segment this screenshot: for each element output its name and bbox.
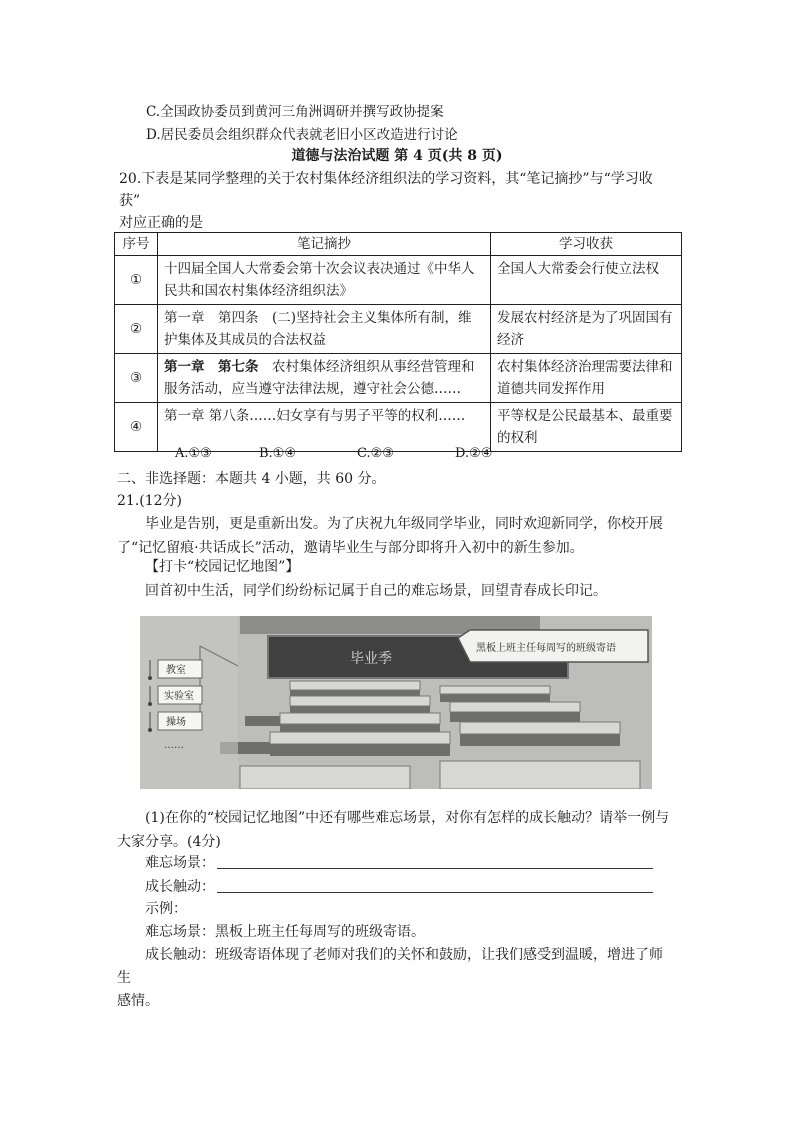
answer-line-touch[interactable] (217, 892, 653, 893)
row-note: 十四届全国人大常委会第十次会议表决通过《中华人民共和国农村集体经济组织法》 (158, 256, 491, 305)
flag-more: …… (164, 740, 184, 751)
table-row (115, 305, 682, 354)
callout-text: 黑板上班主任每周写的班级寄语 (476, 643, 616, 654)
q20-stem-line2: 获” (119, 193, 141, 209)
example-touch-line3: 感情。 (117, 993, 159, 1009)
header-gain: 学习收获 (491, 233, 682, 256)
header-note: 笔记摘抄 (158, 233, 491, 256)
flag-label: 实验室 (164, 691, 194, 702)
field-scene-label: 难忘场景： (145, 855, 215, 871)
table-header-row (115, 233, 682, 256)
section-2-title: 二、非选择题：本题共 4 小题，共 60 分。 (117, 471, 386, 487)
field-touch-label: 成长触动： (145, 879, 215, 895)
row-num: ① (115, 256, 158, 305)
q21-sub1: (1)在你的“校园记忆地图”中还有哪些难忘场景，对你有怎样的成长触动？请举一例与大家分享。(4分) (117, 810, 670, 850)
choice-c: C.②③ (357, 446, 394, 461)
q20-stem-line3: 对应正确的是 (119, 215, 203, 231)
row-gain: 农村集体经济治理需要法律和道德共同发挥作用 (491, 354, 682, 403)
choice-a: A.①③ (175, 446, 212, 461)
option-d: D.居民委员会组织群众代表就老旧小区改造进行讨论 (146, 127, 458, 143)
classroom-illustration (140, 616, 652, 789)
row-gain: 平等权是公民最基本、最重要的权利 (491, 403, 682, 452)
choice-d: D.②④ (455, 446, 493, 461)
example-touch-line2: 生 (117, 970, 131, 986)
row-num: ④ (115, 403, 158, 452)
row-note: 第一章 第四条 (二)坚持社会主义集体所有制，维护集体及其成员的合法权益 (158, 305, 491, 354)
classroom-photo (140, 616, 652, 789)
option-c: C.全国政协委员到黄河三角洲调研并撰写政协提案 (146, 104, 444, 120)
table-row (115, 354, 682, 403)
example-label: 示例： (145, 901, 187, 917)
card-text: 回首初中生活，同学们纷纷标记属于自己的难忘场景，回望青春成长印记。 (145, 583, 607, 599)
row-gain: 全国人大常委会行使立法权 (491, 256, 682, 305)
flag-label: 教室 (166, 665, 186, 676)
row-num: ② (115, 305, 158, 354)
example-touch-line1: 成长触动：班级寄语体现了老师对我们的关怀和鼓励，让我们感受到温暖，增进了师 (145, 947, 663, 963)
row-num: ③ (115, 354, 158, 403)
flag-label: 操场 (166, 717, 186, 728)
page-header: 道德与法治试题 第 4 页(共 8 页) (291, 148, 503, 164)
row-note-rest: 农村集体经济组织从事经营管理和服务活动，应当遵守法律法规，遵守社会公德…… (164, 359, 475, 397)
q21-intro: 毕业是告别，更是重新出发。为了庆祝九年级同学毕业，同时欢迎新同学，你校开展了“记忆留痕·共话成长”活动，邀请毕业生与部分即将升入初中的新生参加。 (117, 516, 663, 556)
row-note: 第一章 第八条……妇女享有与男子平等的权利…… (158, 403, 491, 452)
q20-stem-line1: 20.下表是某同学整理的关于农村集体经济组织法的学习资料，其“笔记摘抄”与“学习收 (119, 171, 653, 187)
card-title: 【打卡“校园记忆地图”】 (145, 559, 300, 575)
example-scene: 难忘场景：黑板上班主任每周写的班级寄语。 (145, 924, 425, 940)
q21-title: 21.(12分) (117, 493, 183, 509)
table-row (115, 403, 682, 452)
header-num: 序号 (115, 233, 158, 256)
choice-b: B.①④ (259, 446, 296, 461)
table-row (115, 256, 682, 305)
row-note (158, 354, 491, 403)
blackboard-text: 毕业季 (350, 651, 392, 667)
row-gain: 发展农村经济是为了巩固国有经济 (491, 305, 682, 354)
notes-table (114, 232, 682, 452)
row-note-bold: 第一章 第七条 (164, 359, 259, 375)
answer-line-scene[interactable] (217, 868, 653, 869)
